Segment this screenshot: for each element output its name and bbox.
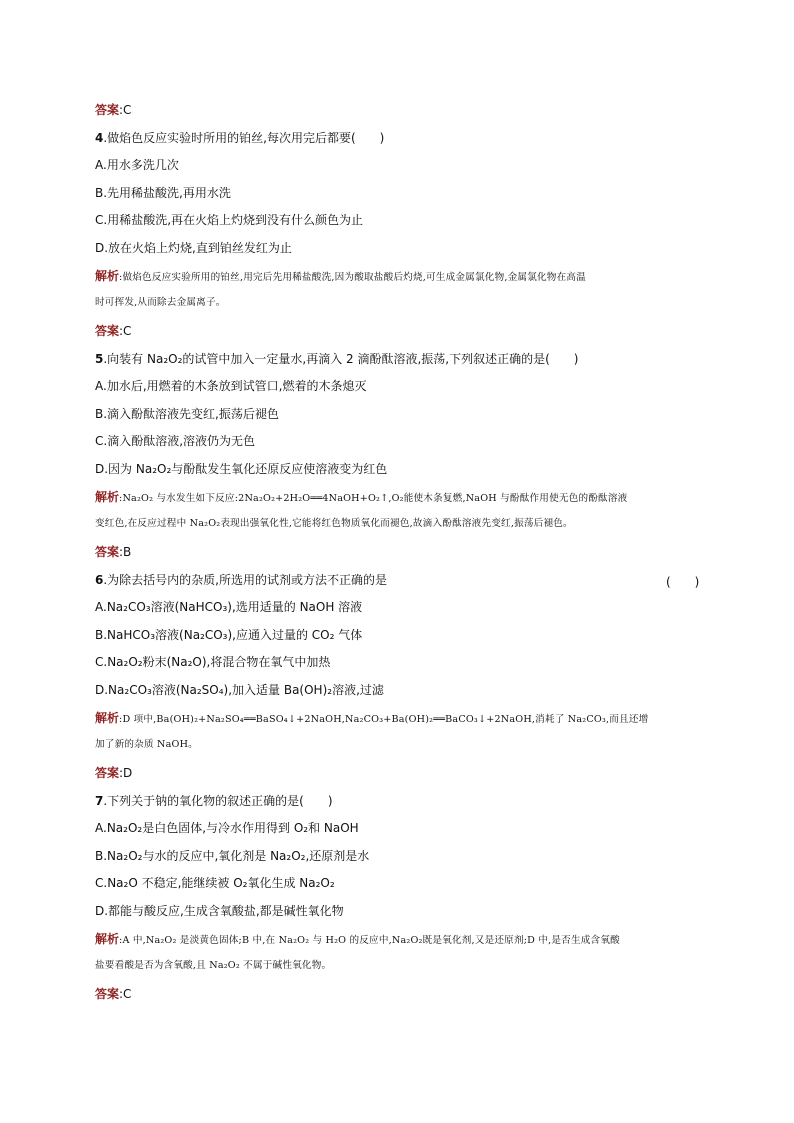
- question-5-option-c: C.滴入酚酞溶液,溶液仍为无色: [95, 434, 256, 448]
- answer-label: 答案: [95, 987, 120, 1001]
- question-6-option-c: C.Na₂O₂粉末(Na₂O),将混合物在氧气中加热: [95, 655, 331, 669]
- answer-value: :C: [119, 987, 132, 1001]
- question-text: .为除去括号内的杂质,所选用的试剂或方法不正确的是: [103, 573, 387, 587]
- question-4-explanation-line-1: [95, 269, 586, 285]
- question-number: 5: [95, 352, 104, 366]
- question-6-explanation-line-1: [95, 711, 648, 727]
- question-4-option-c: C.用稀盐酸洗,再在火焰上灼烧到没有什么颜色为止: [95, 213, 364, 227]
- explanation-label: 解析: [95, 932, 120, 946]
- question-6-option-a: A.Na₂CO₃溶液(NaHCO₃),选用适量的 NaOH 溶液: [95, 600, 363, 614]
- question-6-answer: [95, 766, 132, 780]
- question-6-option-d: D.Na₂CO₃溶液(Na₂SO₄),加入适量 Ba(OH)₂溶液,过滤: [95, 683, 384, 697]
- question-text: .下列关于钠的氧化物的叙述正确的是( ): [103, 794, 333, 808]
- question-number: 7: [95, 794, 104, 808]
- answer-value: :C: [119, 103, 132, 117]
- question-5-option-b: B.滴入酚酞溶液先变红,振荡后褪色: [95, 407, 279, 421]
- explanation-label: 解析: [95, 711, 120, 725]
- question-5-explanation-line-2: 变红色,在反应过程中 Na₂O₂表现出强氧化性,它能将红色物质氧化而褪色,故滴入酚酞溶液先变红,振荡后褪色。: [95, 518, 573, 529]
- answer-label: 答案: [95, 766, 120, 780]
- answer-value: :B: [119, 545, 132, 559]
- question-text: .向装有 Na₂O₂的试管中加入一定量水,再滴入 2 滴酚酞溶液,振荡,下列叙述正确的是( ): [103, 352, 579, 366]
- question-text: .做焰色反应实验时所用的铂丝,每次用完后都要( ): [103, 131, 385, 145]
- question-7-explanation-line-2: 盐要看酸是否为含氧酸,且 Na₂O₂ 不属于碱性氧化物。: [95, 960, 332, 971]
- question-6-option-b: B.NaHCO₃溶液(Na₂CO₃),应通入过量的 CO₂ 气体: [95, 628, 363, 642]
- question-7-option-a: A.Na₂O₂是白色固体,与冷水作用得到 O₂和 NaOH: [95, 821, 359, 835]
- answer-label: 答案: [95, 545, 120, 559]
- explanation-label: 解析: [95, 490, 120, 504]
- question-4-explanation-line-2: 时可挥发,从而除去金属离子。: [95, 297, 226, 308]
- answer-value: :C: [119, 324, 132, 338]
- question-7-answer: [95, 987, 131, 1001]
- question-4-stem: [95, 131, 384, 145]
- answer-bracket: ( ): [666, 575, 700, 589]
- explanation-text: :A 中,Na₂O₂ 是淡黄色固体;B 中,在 Na₂O₂ 与 H₂O 的反应中,Na₂O₂既是氧化剂,又是还原剂;D 中,是否生成含氧酸: [119, 935, 620, 946]
- answer-label: 答案: [95, 103, 120, 117]
- question-7-option-c: C.Na₂O 不稳定,能继续被 O₂氧化生成 Na₂O₂: [95, 876, 335, 890]
- question-7-explanation-line-1: [95, 932, 620, 948]
- question-5-answer: [95, 545, 131, 559]
- explanation-text: :做焰色反应实验所用的铂丝,用完后先用稀盐酸洗,因为酸取盐酸后灼烧,可生成金属氯化物,金属氯化物在高温: [119, 272, 586, 283]
- question-4-option-d: D.放在火焰上灼烧,直到铂丝发红为止: [95, 241, 292, 255]
- question-7-option-b: B.Na₂O₂与水的反应中,氧化剂是 Na₂O₂,还原剂是水: [95, 849, 370, 863]
- question-7-stem: [95, 794, 333, 808]
- question-5-option-a: A.加水后,用燃着的木条放到试管口,燃着的木条熄灭: [95, 379, 367, 393]
- question-5-explanation-line-1: [95, 490, 627, 506]
- answer-line: [95, 103, 131, 117]
- explanation-text: :Na₂O₂ 与水发生如下反应:2Na₂O₂+2H₂O══4NaOH+O₂↑,O₂能使木条复燃,NaOH 与酚酞作用使无色的酚酞溶液: [119, 493, 628, 504]
- question-number: 6: [95, 573, 104, 587]
- explanation-text: :D 项中,Ba(OH)₂+Na₂SO₄══BaSO₄↓+2NaOH,Na₂CO₃+Ba(OH)₂══BaCO₃↓+2NaOH,消耗了 Na₂CO₃,而且还增: [119, 714, 649, 725]
- question-4-option-a: A.用水多洗几次: [95, 158, 179, 172]
- question-4-answer: [95, 324, 131, 338]
- question-4-option-b: B.先用稀盐酸洗,再用水洗: [95, 186, 231, 200]
- question-7-option-d: D.都能与酸反应,生成含氧酸盐,都是碱性氧化物: [95, 904, 344, 918]
- question-number: 4: [95, 131, 104, 145]
- answer-label: 答案: [95, 324, 120, 338]
- question-5-stem: [95, 352, 578, 366]
- question-6-stem: [95, 573, 387, 587]
- question-5-option-d: D.因为 Na₂O₂与酚酞发生氧化还原反应使溶液变为红色: [95, 462, 388, 476]
- question-6-explanation-line-2: 加了新的杂质 NaOH。: [95, 739, 198, 750]
- answer-value: :D: [119, 766, 133, 780]
- explanation-label: 解析: [95, 269, 120, 283]
